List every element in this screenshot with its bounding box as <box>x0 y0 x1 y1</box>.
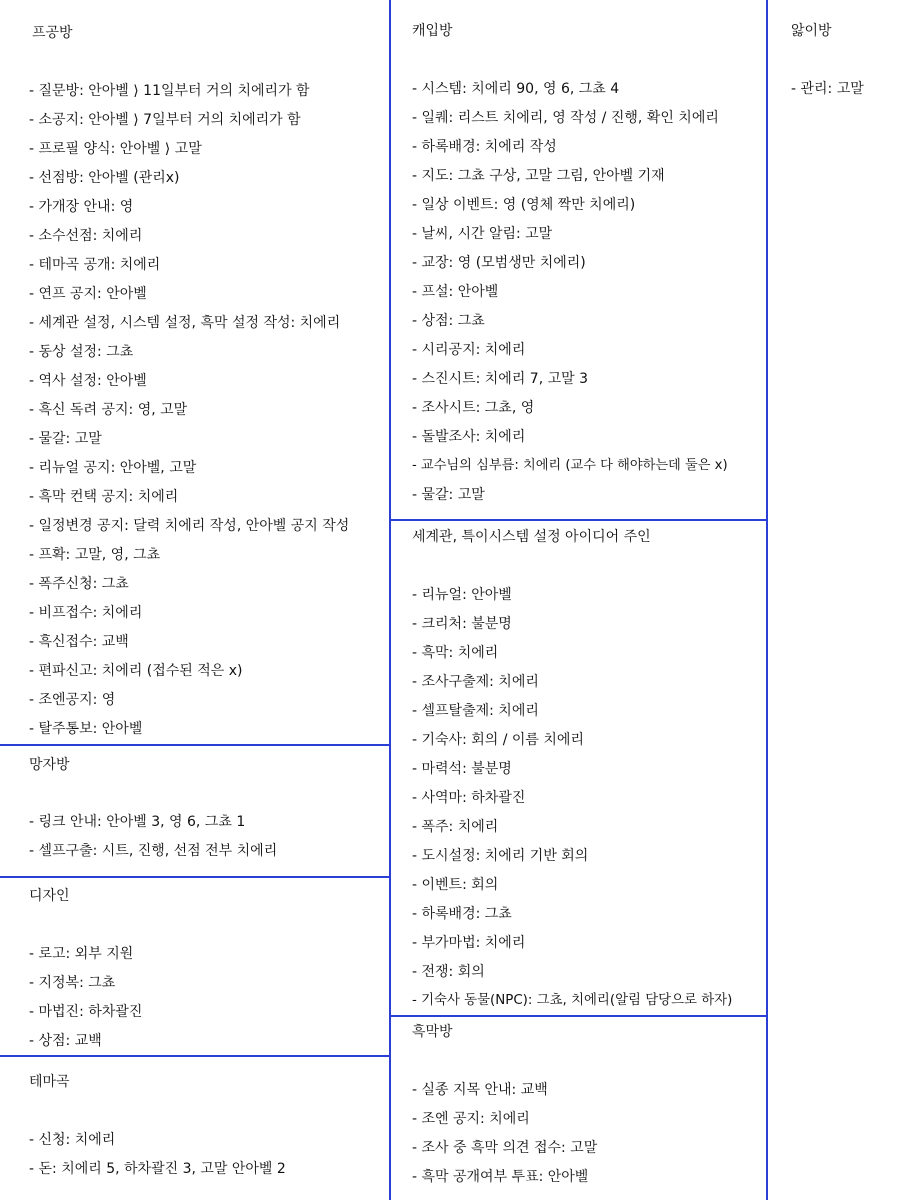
list-item: - 프확: 고말, 영, 그쵸 <box>29 547 161 563</box>
list-item: - 크리처: 불분명 <box>412 616 512 632</box>
list-item: - 선점방: 안아벨 (관리x) <box>29 170 180 186</box>
section-title: 프공방 <box>32 25 73 41</box>
section-divider <box>390 1015 767 1017</box>
list-item: - 일정변경 공지: 달력 치에리 작성, 안아벨 공지 작성 <box>29 518 350 534</box>
list-item: - 조사 중 흑막 의견 접수: 고말 <box>412 1140 598 1156</box>
list-item: - 도시설정: 치에리 기반 회의 <box>412 848 589 864</box>
list-item: - 세계관 설정, 시스템 설정, 흑막 설정 작성: 치에리 <box>29 315 341 331</box>
list-item: - 소공지: 안아벨 ⟩ 7일부터 거의 치에리가 함 <box>29 112 301 128</box>
list-item: - 실종 지목 안내: 교백 <box>412 1082 548 1098</box>
list-item: - 탈주통보: 안아벨 <box>29 721 143 737</box>
list-item: - 교장: 영 (모범생만 치에리) <box>412 255 586 271</box>
section-title: 캐입방 <box>412 23 453 39</box>
list-item: - 교수님의 심부름: 치에리 (교수 다 해야하는데 둘은 x) <box>412 458 728 473</box>
section-list <box>29 944 142 1060</box>
list-item: - 사역마: 하차괄진 <box>412 790 526 806</box>
list-item: - 신청: 치에리 <box>29 1132 116 1148</box>
list-item: - 물갈: 고말 <box>29 431 102 447</box>
list-item: - 기숙사: 회의 / 이름 치에리 <box>412 732 584 748</box>
section-list <box>412 79 728 514</box>
list-item: - 링크 안내: 안아벨 3, 영 6, 그쵸 1 <box>29 814 246 830</box>
list-item: - 셀프탈출제: 치에리 <box>412 703 539 719</box>
section-list <box>29 81 349 748</box>
list-item: - 조엔공지: 영 <box>29 692 116 708</box>
list-item: - 조사시트: 그쵸, 영 <box>412 400 535 416</box>
list-item: - 마력석: 불분명 <box>412 761 512 777</box>
section-list <box>412 1080 597 1196</box>
section-title: 테마곡 <box>29 1074 70 1090</box>
section-list <box>29 1130 286 1188</box>
list-item: - 흑신접수: 교백 <box>29 634 129 650</box>
list-item: - 이벤트: 회의 <box>412 877 499 893</box>
list-item: - 흑막 컨택 공지: 치에리 <box>29 489 179 505</box>
list-item: - 관리: 고말 <box>791 81 864 97</box>
column-divider <box>389 0 391 1200</box>
section-title: 망자방 <box>29 757 70 773</box>
list-item: - 상점: 그쵸 <box>412 313 485 329</box>
list-item: - 연프 공지: 안아벨 <box>29 286 147 302</box>
list-item: - 지도: 그쵸 구상, 고말 그림, 안아벨 기재 <box>412 168 665 184</box>
list-item: - 리뉴얼: 안아벨 <box>412 587 512 603</box>
list-item: - 프로필 양식: 안아벨 ⟩ 고말 <box>29 141 202 157</box>
list-item: - 스진시트: 치에리 7, 고말 3 <box>412 371 588 387</box>
list-item: - 마법진: 하차괄진 <box>29 1004 143 1020</box>
section-list <box>412 585 732 1020</box>
list-item: - 돈: 치에리 5, 하차괄진 3, 고말 안아벨 2 <box>29 1161 286 1177</box>
section-list <box>29 812 277 870</box>
list-item: - 폭주신청: 그쵸 <box>29 576 129 592</box>
list-item: - 물갈: 고말 <box>412 487 485 503</box>
list-item: - 리뉴얼 공지: 안아벨, 고말 <box>29 460 197 476</box>
list-item: - 조엔 공지: 치에리 <box>412 1111 530 1127</box>
section-divider <box>0 1055 390 1057</box>
list-item: - 일퀘: 리스트 치에리, 영 작성 / 진행, 확인 치에리 <box>412 110 719 126</box>
list-item: - 흑신 독려 공지: 영, 고말 <box>29 402 188 418</box>
section-divider <box>390 519 767 521</box>
list-item: - 가개장 안내: 영 <box>29 199 134 215</box>
list-item: - 기숙사 동물(NPC): 그쵸, 치에리(알림 담당으로 하자) <box>412 993 733 1008</box>
section-divider <box>0 876 390 878</box>
list-item: - 전쟁: 회의 <box>412 964 485 980</box>
list-item: - 시리공지: 치에리 <box>412 342 526 358</box>
list-item: - 흑막: 치에리 <box>412 645 499 661</box>
list-item: - 조사구출제: 치에리 <box>412 674 539 690</box>
section-title: 앓이방 <box>791 23 832 39</box>
list-item: - 폭주: 치에리 <box>412 819 499 835</box>
list-item: - 테마곡 공개: 치에리 <box>29 257 161 273</box>
column-divider <box>766 0 768 1200</box>
list-item: - 하록배경: 그쵸 <box>412 906 512 922</box>
section-title: 디자인 <box>29 888 70 904</box>
list-item: - 시스템: 치에리 90, 영 6, 그쵸 4 <box>412 81 620 97</box>
list-item: - 하록배경: 치에리 작성 <box>412 139 557 155</box>
list-item: - 상점: 교백 <box>29 1033 102 1049</box>
list-item: - 역사 설정: 안아벨 <box>29 373 147 389</box>
list-item: - 질문방: 안아벨 ⟩ 11일부터 거의 치에리가 함 <box>29 83 310 99</box>
list-item: - 프설: 안아벨 <box>412 284 499 300</box>
list-item: - 로고: 외부 지원 <box>29 946 134 962</box>
list-item: - 지정복: 그쵸 <box>29 975 116 991</box>
list-item: - 동상 설정: 그쵸 <box>29 344 134 360</box>
section-list <box>791 79 864 108</box>
section-title: 흑막방 <box>412 1024 453 1040</box>
list-item: - 날씨, 시간 알림: 고말 <box>412 226 553 242</box>
list-item: - 돌발조사: 치에리 <box>412 429 526 445</box>
list-item: - 흑막 공개여부 투표: 안아벨 <box>412 1169 589 1185</box>
section-title: 세계관, 특이시스템 설정 아이디어 주인 <box>412 529 651 545</box>
list-item: - 부가마법: 치에리 <box>412 935 526 951</box>
list-item: - 비프접수: 치에리 <box>29 605 143 621</box>
list-item: - 편파신고: 치에리 (접수된 적은 x) <box>29 663 243 679</box>
list-item: - 셀프구출: 시트, 진행, 선점 전부 치에리 <box>29 843 278 859</box>
section-divider <box>0 744 390 746</box>
list-item: - 소수선점: 치에리 <box>29 228 143 244</box>
list-item: - 일상 이벤트: 영 (영체 짝만 치에리) <box>412 197 636 213</box>
